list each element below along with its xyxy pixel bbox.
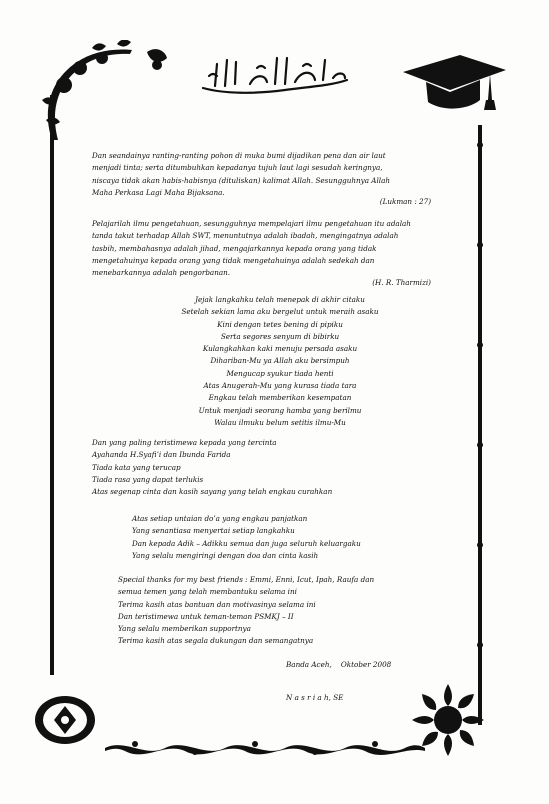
signature-name: N a s r i a h, SE xyxy=(286,693,344,702)
prayer-line: Yang selalu mengiringi dengan doa dan cinta kasih xyxy=(132,550,319,560)
poem xyxy=(130,294,430,429)
poem-line: Dihariban-Mu ya Allah aku bersimpuh xyxy=(210,356,350,366)
basmala-text: بسم الله الرحمن الرحيم xyxy=(275,98,286,99)
thanks-line: Yang selalu memberikan supportnya xyxy=(118,624,251,634)
graduation-cap-icon xyxy=(398,50,508,120)
thanks-line: Dan teristimewa untuk teman-teman PSMKJ – II xyxy=(118,611,294,621)
quote-line: niscaya tidak akan habis-habisnya (dituliskan) kalimat Allah. Sesungguhnya Allah xyxy=(92,175,390,185)
quote-source: (Lukman : 27) xyxy=(379,197,431,206)
dedication-line: Ayahanda H.Syafi’i dan Ibunda Farida xyxy=(92,450,231,460)
place-date: Banda Aceh, Oktober 2008 xyxy=(286,660,392,669)
prayer-dedication xyxy=(132,513,361,562)
thanks-line: Special thanks for my best friends : Emmi, Enni, Icut, Ipah, Raufa dan xyxy=(118,575,375,584)
quote-line: Pelajarilah ilmu pengetahuan, sesungguhnya mempelajari ilmu pengetahuan itu adalah xyxy=(92,219,411,228)
quote-source: (H. R. Tharmizi) xyxy=(372,278,431,287)
university-emblem xyxy=(30,690,100,750)
poem-line: Jejak langkahku telah menepak di akhir citaku xyxy=(195,295,365,304)
poem-line: Atas Anugerah-Mu yang kurasa tiada tara xyxy=(203,381,357,391)
quote-line: Dan seandainya ranting-ranting pohon di muka bumi dijadikan pena dan air laut xyxy=(92,151,386,160)
hadith-quote xyxy=(92,218,432,279)
thanks-section xyxy=(118,574,374,648)
prayer-line: Atas setiap untaian do’a yang engkau panjatkan xyxy=(132,514,308,523)
poem-line: Serta segores senyum di bibirku xyxy=(220,331,340,341)
dedication-line: Tiada kata yang terucap xyxy=(92,462,181,472)
dedication xyxy=(92,437,332,498)
left-vine-border xyxy=(46,95,58,675)
dedication-line: Dan yang paling teristimewa kepada yang tercinta xyxy=(92,438,277,447)
poem-line: Setelah sekian lama aku bergelut untuk meraih asaku xyxy=(181,307,379,317)
basmala-calligraphy xyxy=(195,50,355,100)
bottom-vine-border xyxy=(105,738,425,758)
poem-line: Kini dengan tetes bening di pipiku xyxy=(217,319,343,329)
dedication-line: Tiada rasa yang dapat terlukis xyxy=(92,474,204,484)
quote-line: menjadi tinta; serta ditumbuhkan kepadanya tujuh laut lagi sesudah keringnya, xyxy=(92,163,383,173)
quote-line: tasbih, membahasnya adalah jihad, mengajarkannya kepada orang yang tidak xyxy=(92,243,377,253)
prayer-line: Dan kepada Adik – Adikku semua dan juga seluruh keluargaku xyxy=(132,538,361,548)
thanks-line: Terima kasih atas segala dukungan dan semangatnya xyxy=(118,636,314,646)
dedication-line: Atas segenap cinta dan kasih sayang yang telah engkau curahkan xyxy=(92,487,333,497)
thanks-line: semua temen yang telah membantuku selama ini xyxy=(118,587,297,597)
quote-line: menebarkannya adalah pengorbanan. xyxy=(92,268,231,278)
poem-line: Mengucap syukur tiada henti xyxy=(226,368,334,378)
quran-quote xyxy=(92,150,432,199)
poem-line: Untuk menjadi seorang hamba yang berilmu xyxy=(198,405,362,415)
poem-line: Kulangkahkan kaki menuju persada asaku xyxy=(202,344,358,354)
quote-line: Maha Perkasa Lagi Maha Bijaksana. xyxy=(92,187,225,197)
right-vine-border xyxy=(474,125,486,725)
prayer-line: Yang senantiasa menyertai setiap langkahku xyxy=(132,526,295,536)
poem-line: Engkau telah memberikan kesempatan xyxy=(208,393,352,403)
thanks-line: Terima kasih atas bantuan dan motivasinya selama ini xyxy=(118,599,316,609)
quote-line: tanda takut terhadap Allah SWT, menuntutnya adalah ibadah, mengingatnya adalah xyxy=(92,231,399,241)
quote-line: mengetahuinya kepada orang yang tidak mengetahuinya adalah sedekah dan xyxy=(92,255,375,265)
poem-line: Walau ilmuku belum setitis ilmu-Mu xyxy=(214,417,346,427)
